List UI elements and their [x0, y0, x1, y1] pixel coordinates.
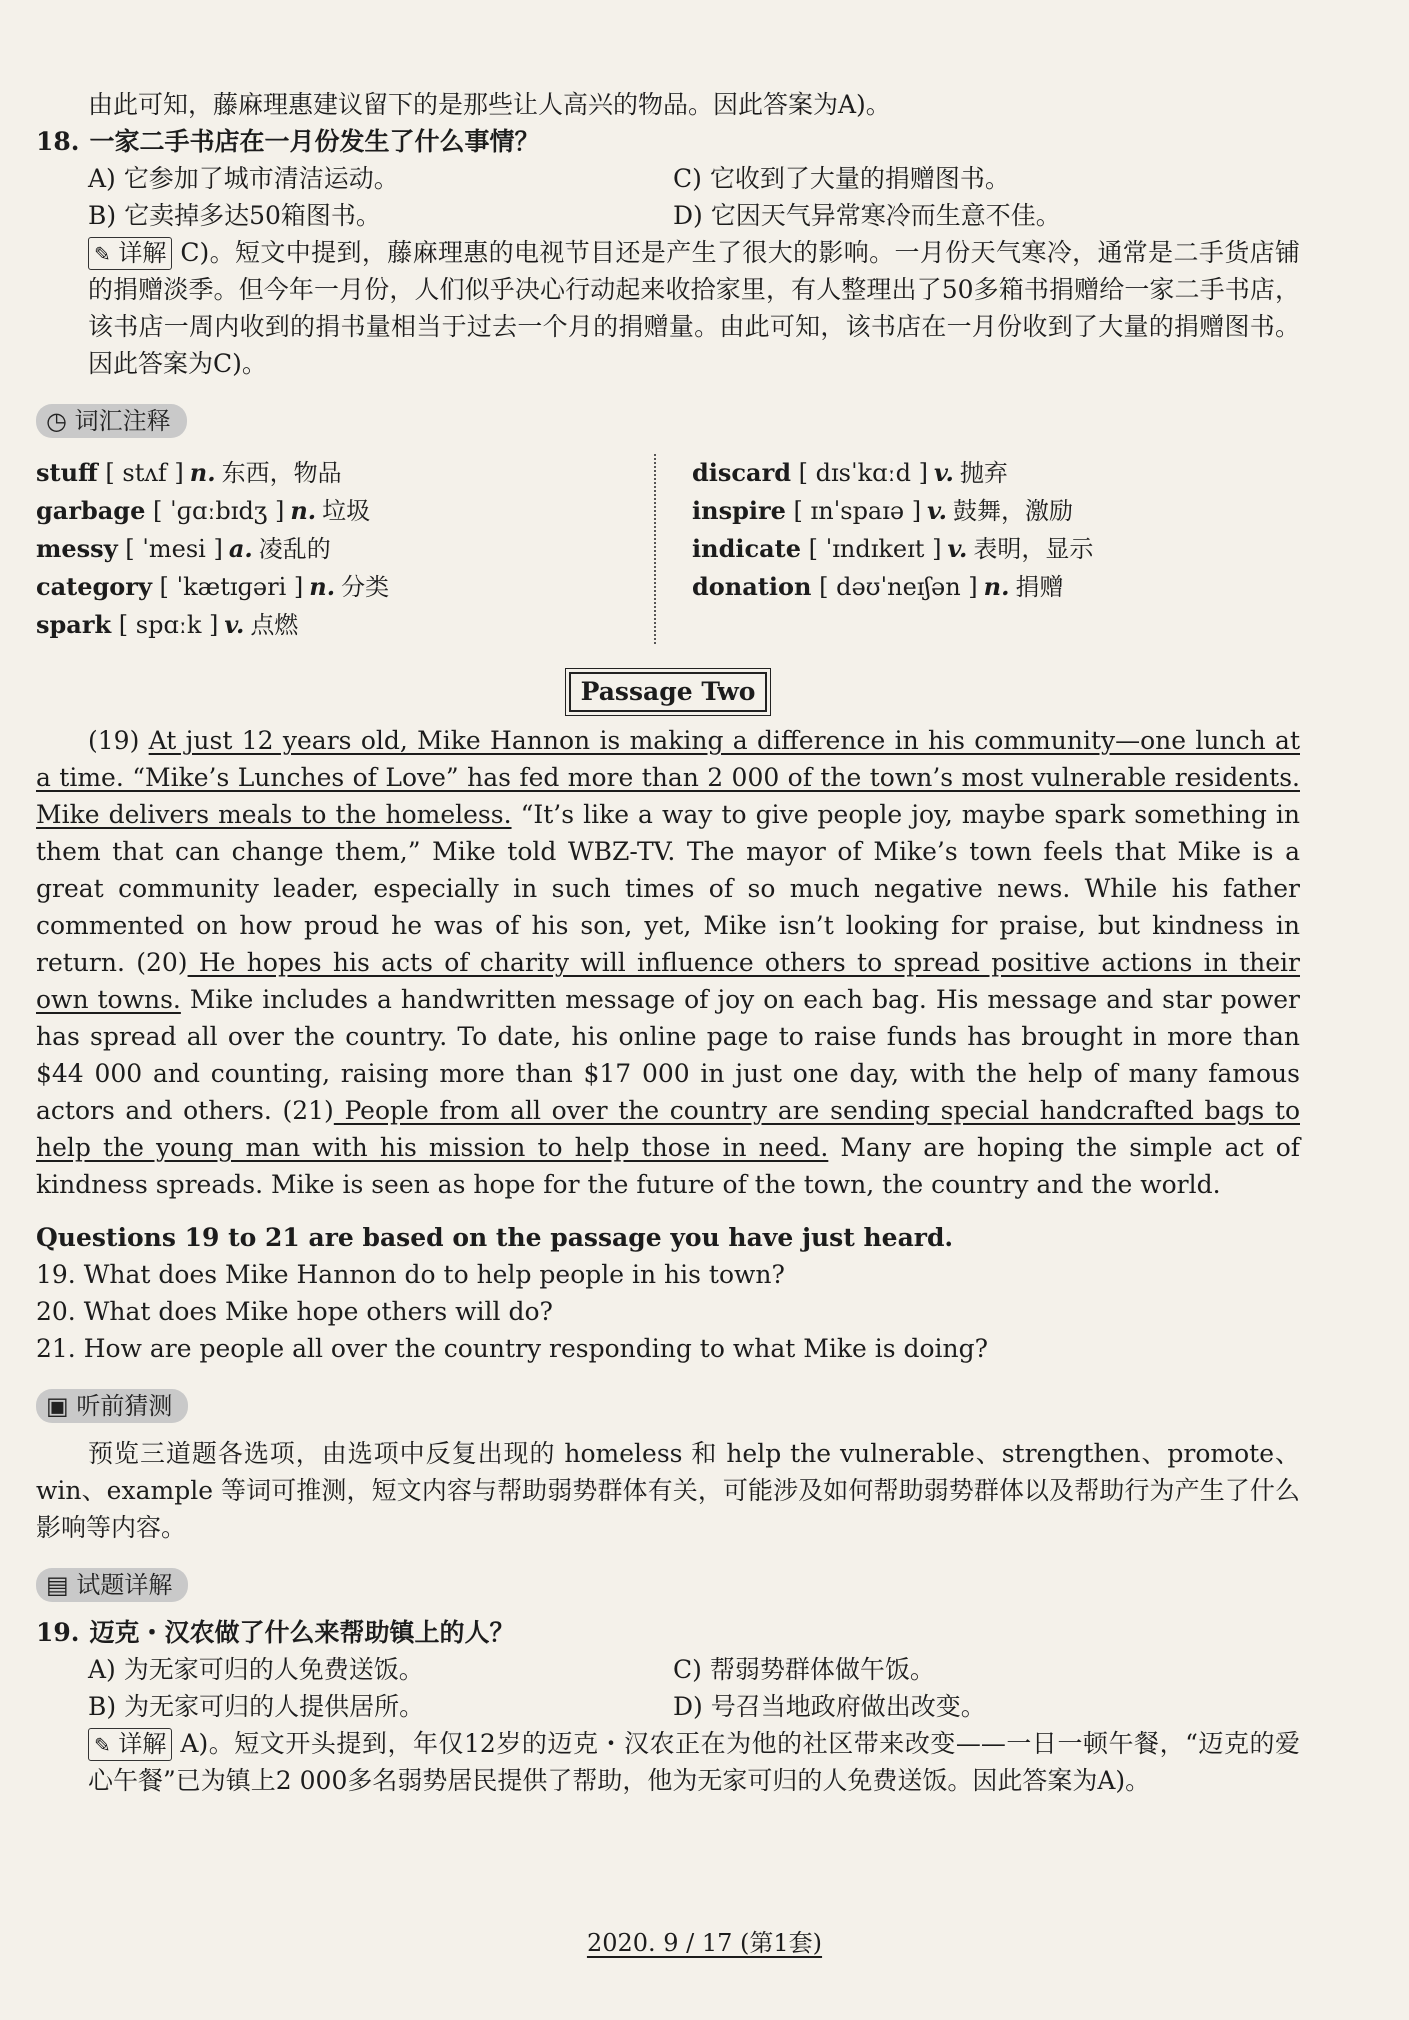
vocab-ipa: [ ˈkætɪɡəri ] — [159, 573, 304, 601]
vocab-entry — [36, 454, 654, 492]
option-d: D) 号召当地政府做出改变。 — [673, 1692, 986, 1721]
prelisten-text: 预览三道题各选项，由选项中反复出现的 homeless 和 help the vulnerable、strengthen、promote、win、example 等词可推测，短文内容与帮助弱势群体有关，可能涉及如何帮助弱势群体以及帮助行为产生了什么影响等内容。 — [36, 1439, 1300, 1542]
vocab-entry — [692, 492, 1300, 530]
vocab-entry — [36, 568, 654, 606]
vocab-meaning: 点燃 — [250, 611, 299, 639]
explain-tag-label: 详解 — [118, 239, 167, 267]
vocab-word: messy — [36, 534, 118, 563]
option-b: B) 为无家可归的人提供居所。 — [88, 1692, 425, 1721]
question-19-title — [36, 1614, 1300, 1651]
vocab-section-head — [36, 404, 187, 438]
question-18-number: 18. — [36, 127, 80, 156]
vocab-meaning: 凌乱的 — [258, 535, 331, 563]
vocab-entry — [36, 492, 654, 530]
clock-icon: ◷ — [46, 407, 67, 435]
vocab-ipa: [ ˈɪndɪkeɪt ] — [808, 535, 942, 563]
pen-icon: ✎ — [94, 242, 111, 266]
question-19-explanation — [36, 1725, 1300, 1799]
book-icon: ▤ — [46, 1571, 69, 1599]
vocab-section-label: 词汇注释 — [74, 407, 171, 435]
vocab-word: garbage — [36, 496, 146, 525]
option-a: A) 为无家可归的人免费送饭。 — [88, 1655, 424, 1684]
vocab-entry — [692, 454, 1300, 492]
question-18-title — [36, 123, 1300, 160]
detail-section-label: 试题详解 — [76, 1571, 173, 1599]
explain-tag-label: 详解 — [118, 1730, 167, 1758]
prelisten-section-head — [36, 1389, 188, 1423]
vocab-ipa: [ dəʊˈneɪʃən ] — [819, 573, 978, 601]
page-content — [36, 86, 1300, 1799]
vocab-pos: v. — [927, 496, 948, 525]
vocab-word: inspire — [692, 496, 786, 525]
ear-icon: ▣ — [46, 1392, 69, 1420]
vocab-entry — [36, 530, 654, 568]
passage-heading — [36, 672, 1300, 712]
vocab-pos: a. — [228, 534, 253, 563]
vocab-entry — [692, 530, 1300, 568]
vocab-ipa: [ spɑːk ] — [118, 611, 219, 639]
passage-sentence: Mike includes a handwritten message of joy on each bag. His message and star power has spread all over the country. To date, his online page to raise funds has brought in more than $44 000 and counting, raising more than $17 000 in just one day, with the help of many famous actors and others. — [36, 985, 1301, 1125]
marker-20: (20) — [136, 948, 188, 977]
detail-section-head — [36, 1568, 188, 1602]
vocab-pos: v. — [947, 534, 968, 563]
vocab-word: discard — [692, 458, 791, 487]
vocab-meaning: 垃圾 — [322, 497, 371, 525]
question-19-number: 19. — [36, 1618, 80, 1647]
option-a: A) 它参加了城市清洁运动。 — [88, 164, 399, 193]
question-18-explanation — [36, 234, 1300, 382]
vocab-table — [36, 454, 1300, 644]
question-18-text: 一家二手书店在一月份发生了什么事情？ — [89, 127, 540, 156]
top-conclusion: 由此可知，藤麻理惠建议留下的是那些让人高兴的物品。因此答案为A)。 — [88, 90, 891, 119]
questions-heading: Questions 19 to 21 are based on the passage you have just heard. — [36, 1223, 954, 1252]
vocab-word: spark — [36, 610, 112, 639]
vocab-pos: n. — [983, 572, 1010, 601]
vocab-entry — [692, 568, 1300, 606]
passage-underline-21: People from all over the country are sending special handcrafted bags to help the young man with his mission to help those in need. — [36, 1096, 1300, 1162]
explain-text: A)。短文开头提到，年仅12岁的迈克・汉农正在为他的社区带来改变——一日一顿午餐，“迈克的爱心午餐”已为镇上2 000多名弱势居民提供了帮助，他为无家可归的人免费送饭。因此答案为A)。 — [88, 1729, 1300, 1795]
option-c: C) 帮弱势群体做午饭。 — [673, 1655, 935, 1684]
option-b: B) 它卖掉多达50箱图书。 — [88, 201, 381, 230]
vocab-word: indicate — [692, 534, 801, 563]
question-18-options — [36, 160, 1300, 234]
question-21: 21. How are people all over the country responding to what Mike is doing? — [36, 1334, 989, 1363]
passage-sentence: Many are hoping the simple act of kindness spreads. Mike is seen as hope for the future of the town, the country and the world. — [36, 1133, 1301, 1199]
question-19-options — [36, 1651, 1300, 1725]
vocab-meaning: 捐赠 — [1015, 573, 1064, 601]
vocab-ipa: [ ɪnˈspaɪə ] — [793, 497, 922, 525]
questions-list — [36, 1256, 1300, 1367]
vocab-meaning: 东西，物品 — [221, 459, 342, 487]
vocab-pos: v. — [933, 458, 954, 487]
question-19: 19. What does Mike Hannon do to help people in his town? — [36, 1260, 785, 1289]
marker-21: (21) — [282, 1096, 334, 1125]
vocab-pos: v. — [224, 610, 245, 639]
vocab-column-left — [36, 454, 656, 644]
vocab-meaning: 分类 — [341, 573, 390, 601]
vocab-pos: n. — [309, 572, 336, 601]
vocab-word: stuff — [36, 458, 98, 487]
page-footer: 2020. 9 / 17 (第1套) — [586, 1929, 823, 1957]
explain-tag — [88, 237, 172, 270]
vocab-ipa: [ stʌf ] — [105, 459, 184, 487]
passage-underline-19: At just 12 years old, Mike Hannon is making a difference in his community—one lunch at a time. “Mike’s Lunches of Love” has fed more than 2 000 of the town’s most vulnerable residents. Mike delivers meals to the homeless. — [36, 726, 1300, 829]
passage-text — [36, 722, 1300, 1203]
explain-text: C)。短文中提到，藤麻理惠的电视节目还是产生了很大的影响。一月份天气寒冷，通常是二手货店铺的捐赠淡季。但今年一月份，人们似乎决心行动起来收拾家里，有人整理出了50多箱书捐赠给一家二手书店，该书店一周内收到的捐书量相当于过去一个月的捐赠量。由此可知，该书店在一月份收到了大量的捐赠图书。因此答案为C)。 — [88, 238, 1300, 378]
explain-tag — [88, 1728, 172, 1761]
vocab-ipa: [ dɪsˈkɑːd ] — [798, 459, 928, 487]
vocab-meaning: 表明，显示 — [973, 535, 1094, 563]
vocab-meaning: 抛弃 — [959, 459, 1008, 487]
passage-underline-20: He hopes his acts of charity will influence others to spread positive actions in their own towns. — [36, 948, 1300, 1014]
question-20: 20. What does Mike hope others will do? — [36, 1297, 553, 1326]
prelisten-section-label: 听前猜测 — [76, 1392, 173, 1420]
vocab-word: category — [36, 572, 152, 601]
passage-sentence: “It’s like a way to give people joy, maybe spark something in them that can change them,” Mike told WBZ-TV. The mayor of Mike’s town feels that Mike is a great community leader, especially in such times of so much negative news. While his father commented on how proud he was of his son, yet, Mike isn’t looking for praise, but kindness in return. — [36, 800, 1300, 977]
question-19-text: 迈克・汉农做了什么来帮助镇上的人？ — [89, 1618, 515, 1647]
vocab-meaning: 鼓舞，激励 — [953, 497, 1074, 525]
vocab-pos: n. — [189, 458, 216, 487]
vocab-pos: n. — [290, 496, 317, 525]
passage-title: Passage Two — [569, 672, 768, 712]
vocab-ipa: [ ˈmesi ] — [125, 535, 223, 563]
vocab-ipa: [ ˈɡɑːbɪdʒ ] — [153, 497, 285, 525]
pen-icon: ✎ — [94, 1733, 111, 1757]
marker-19: (19) — [88, 726, 140, 755]
vocab-column-right — [656, 454, 1300, 644]
option-d: D) 它因天气异常寒冷而生意不佳。 — [673, 201, 1061, 230]
option-c: C) 它收到了大量的捐赠图书。 — [673, 164, 1010, 193]
vocab-entry — [36, 606, 654, 644]
vocab-word: donation — [692, 572, 812, 601]
